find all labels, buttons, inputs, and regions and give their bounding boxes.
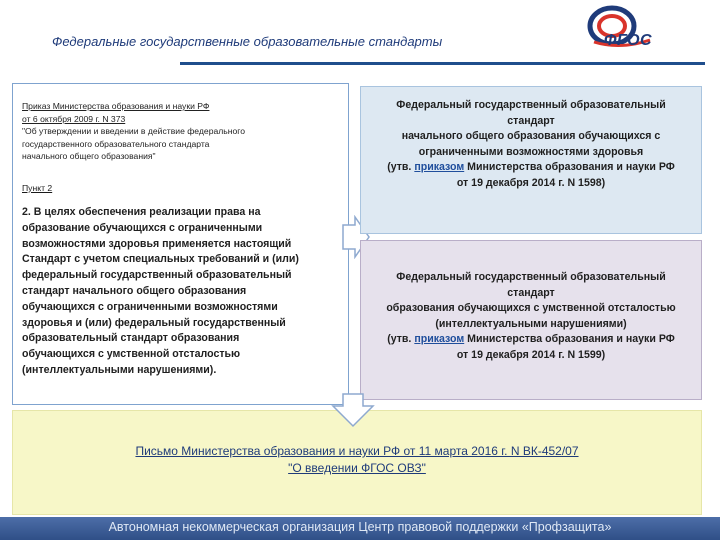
point-line: (интеллектуальными нарушениями).: [22, 363, 217, 376]
letter-link[interactable]: [12, 443, 702, 477]
text-fragment: Министерства образования и науки РФ: [464, 333, 675, 345]
standard-1-line: ограниченными возможностями здоровья: [418, 145, 644, 158]
point-line: стандарт начального общего образования: [22, 284, 247, 297]
point-text: [22, 205, 344, 379]
order-line: государственного образовательного стандарта: [22, 138, 210, 149]
logo-text: ФГОС: [604, 32, 653, 49]
point-link[interactable]: Пункт 2: [22, 183, 53, 193]
letter-line[interactable]: "О введении ФГОС ОВЗ": [288, 461, 426, 475]
standard-1-line: начального общего образования обучающихся с: [401, 130, 661, 142]
arrow-down-icon: [331, 392, 375, 428]
standard-1-line: Федеральный государственный образовательный: [396, 99, 666, 111]
point-line: образовательный стандарт образования: [22, 332, 240, 345]
letter-line[interactable]: Письмо Министерства образования и науки РФ от 11 марта 2016 г. N ВК-452/07: [135, 444, 579, 458]
standard-1-text: [360, 98, 702, 191]
standard-1-line: [360, 160, 702, 176]
text-fragment: (утв.: [387, 333, 415, 345]
standard-2-text: [360, 270, 702, 363]
order-line: начального общего образования": [22, 151, 156, 161]
order-line: Приказ Министерства образования и науки РФ: [22, 101, 210, 111]
order-1599-link[interactable]: приказом: [414, 333, 465, 345]
order-line: "Об утверждении и введении в действие федерального: [22, 126, 245, 136]
standard-2-line: от 19 декабря 2014 г. N 1599): [456, 348, 606, 361]
footer-text: Автономная некоммерческая организация Центр правовой поддержки «Профзащита»: [108, 520, 612, 534]
standard-2-line: Федеральный государственный образовательный: [396, 271, 666, 283]
standard-1-line: от 19 декабря 2014 г. N 1598): [456, 176, 606, 189]
standard-2-line: стандарт: [507, 286, 555, 299]
point-line: Стандарт с учетом специальных требований и (или): [22, 253, 299, 266]
text-fragment: (утв.: [387, 161, 415, 173]
order-line: от 6 октября 2009 г. N 373: [22, 113, 126, 124]
standard-2-line: [360, 332, 702, 348]
point-line: возможностями здоровья применяется настоящий: [22, 237, 292, 250]
standard-2-line: образования обучающихся с умственной отсталостью: [386, 302, 676, 314]
point-line: обучающихся с ограниченными возможностями: [22, 300, 278, 313]
header-divider: [180, 62, 705, 65]
point-line: 2. В целях обеспечения реализации права на: [22, 206, 261, 218]
text-fragment: Министерства образования и науки РФ: [464, 161, 675, 173]
point-line: здоровья и (или) федеральный государственный: [22, 316, 286, 329]
point-line: образование обучающихся с ограниченными: [22, 221, 263, 234]
point-line: федеральный государственный образовательный: [22, 269, 292, 282]
page-title: Федеральные государственные образовательные стандарты: [52, 34, 443, 49]
order-1598-link[interactable]: приказом: [414, 161, 465, 173]
standard-2-line: (интеллектуальными нарушениями): [435, 317, 627, 330]
point-line: обучающихся с умственной отсталостью: [22, 348, 241, 361]
standard-1-line: стандарт: [507, 114, 555, 127]
order-reference[interactable]: [22, 100, 347, 163]
